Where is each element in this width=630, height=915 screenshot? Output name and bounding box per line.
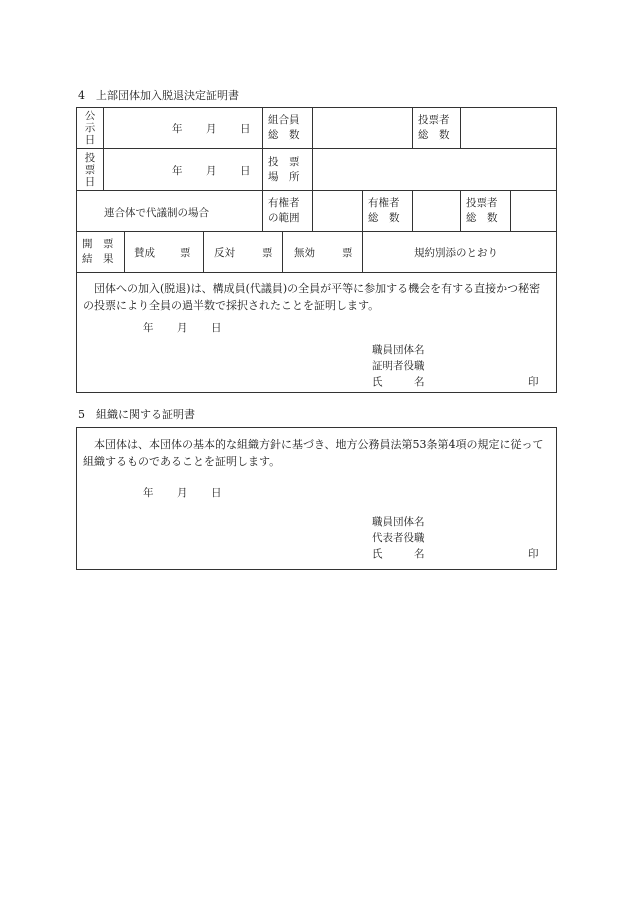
section4-cert-month: 月 [177, 322, 188, 334]
section5-certification: 本団体は、本団体の基本的な組織方針に基づき、地方公務員法第53条第4項の規定に従って組織するものであることを証明します。 [83, 438, 544, 468]
section4-heading: 4 上部団体加入脱退決定証明書 [78, 89, 239, 102]
bylaws-note: 規約別添のとおり [414, 247, 498, 259]
votes-against-unit: 票 [262, 247, 273, 259]
section5-name-label: 氏 名 [372, 548, 425, 560]
section5-cert-month: 月 [177, 487, 188, 499]
voting-date-month: 月 [206, 165, 217, 177]
section5-seal-mark: 印 [528, 548, 539, 560]
total-voters-label: 投票者 総 数 [418, 114, 450, 141]
section5-org-label: 職員団体名 [372, 516, 425, 528]
section4-org-label: 職員団体名 [372, 344, 425, 356]
voting-date-year: 年 [172, 165, 183, 177]
section5-cert-year: 年 [143, 487, 154, 499]
section5-cert-day: 日 [211, 487, 222, 499]
posting-date-year: 年 [172, 123, 183, 135]
votes-invalid-unit: 票 [342, 247, 353, 259]
delegate-system-label: 連合体で代議制の場合 [104, 207, 209, 219]
section5-heading: 5 組織に関する証明書 [78, 408, 195, 421]
votes-for-unit: 票 [180, 247, 191, 259]
eligible-scope-label: 有権者 の範囲 [268, 197, 300, 224]
voting-date-label: 投 票 日 [84, 152, 96, 188]
posting-date-month: 月 [206, 123, 217, 135]
votes-for-label: 賛成 [134, 247, 155, 259]
section4-title-label: 証明者役職 [372, 360, 425, 372]
delegate-voters-label: 投票者 総 数 [466, 197, 498, 224]
voting-place-label: 投 票 場 所 [268, 156, 300, 183]
section5-title-label: 代表者役職 [372, 532, 425, 544]
total-eligible-label: 有権者 総 数 [368, 197, 400, 224]
posting-date-label: 公 示 日 [84, 110, 96, 146]
section4-seal-mark: 印 [528, 376, 539, 388]
section4-name-label: 氏 名 [372, 376, 425, 388]
section4-cert-year: 年 [143, 322, 154, 334]
total-members-label: 組合員 総 数 [268, 114, 300, 141]
count-result-label: 開 票 結 果 [82, 238, 114, 265]
section4-cert-day: 日 [211, 322, 222, 334]
votes-against-label: 反対 [214, 247, 235, 259]
posting-date-day: 日 [240, 123, 251, 135]
section4-certification: 団体への加入(脱退)は、構成員(代議員)の全員が平等に参加する機会を有する直接かつ秘密の投票により全員の過半数で採択されたことを証明します。 [83, 282, 541, 312]
voting-date-day: 日 [240, 165, 251, 177]
votes-invalid-label: 無効 [294, 247, 315, 259]
